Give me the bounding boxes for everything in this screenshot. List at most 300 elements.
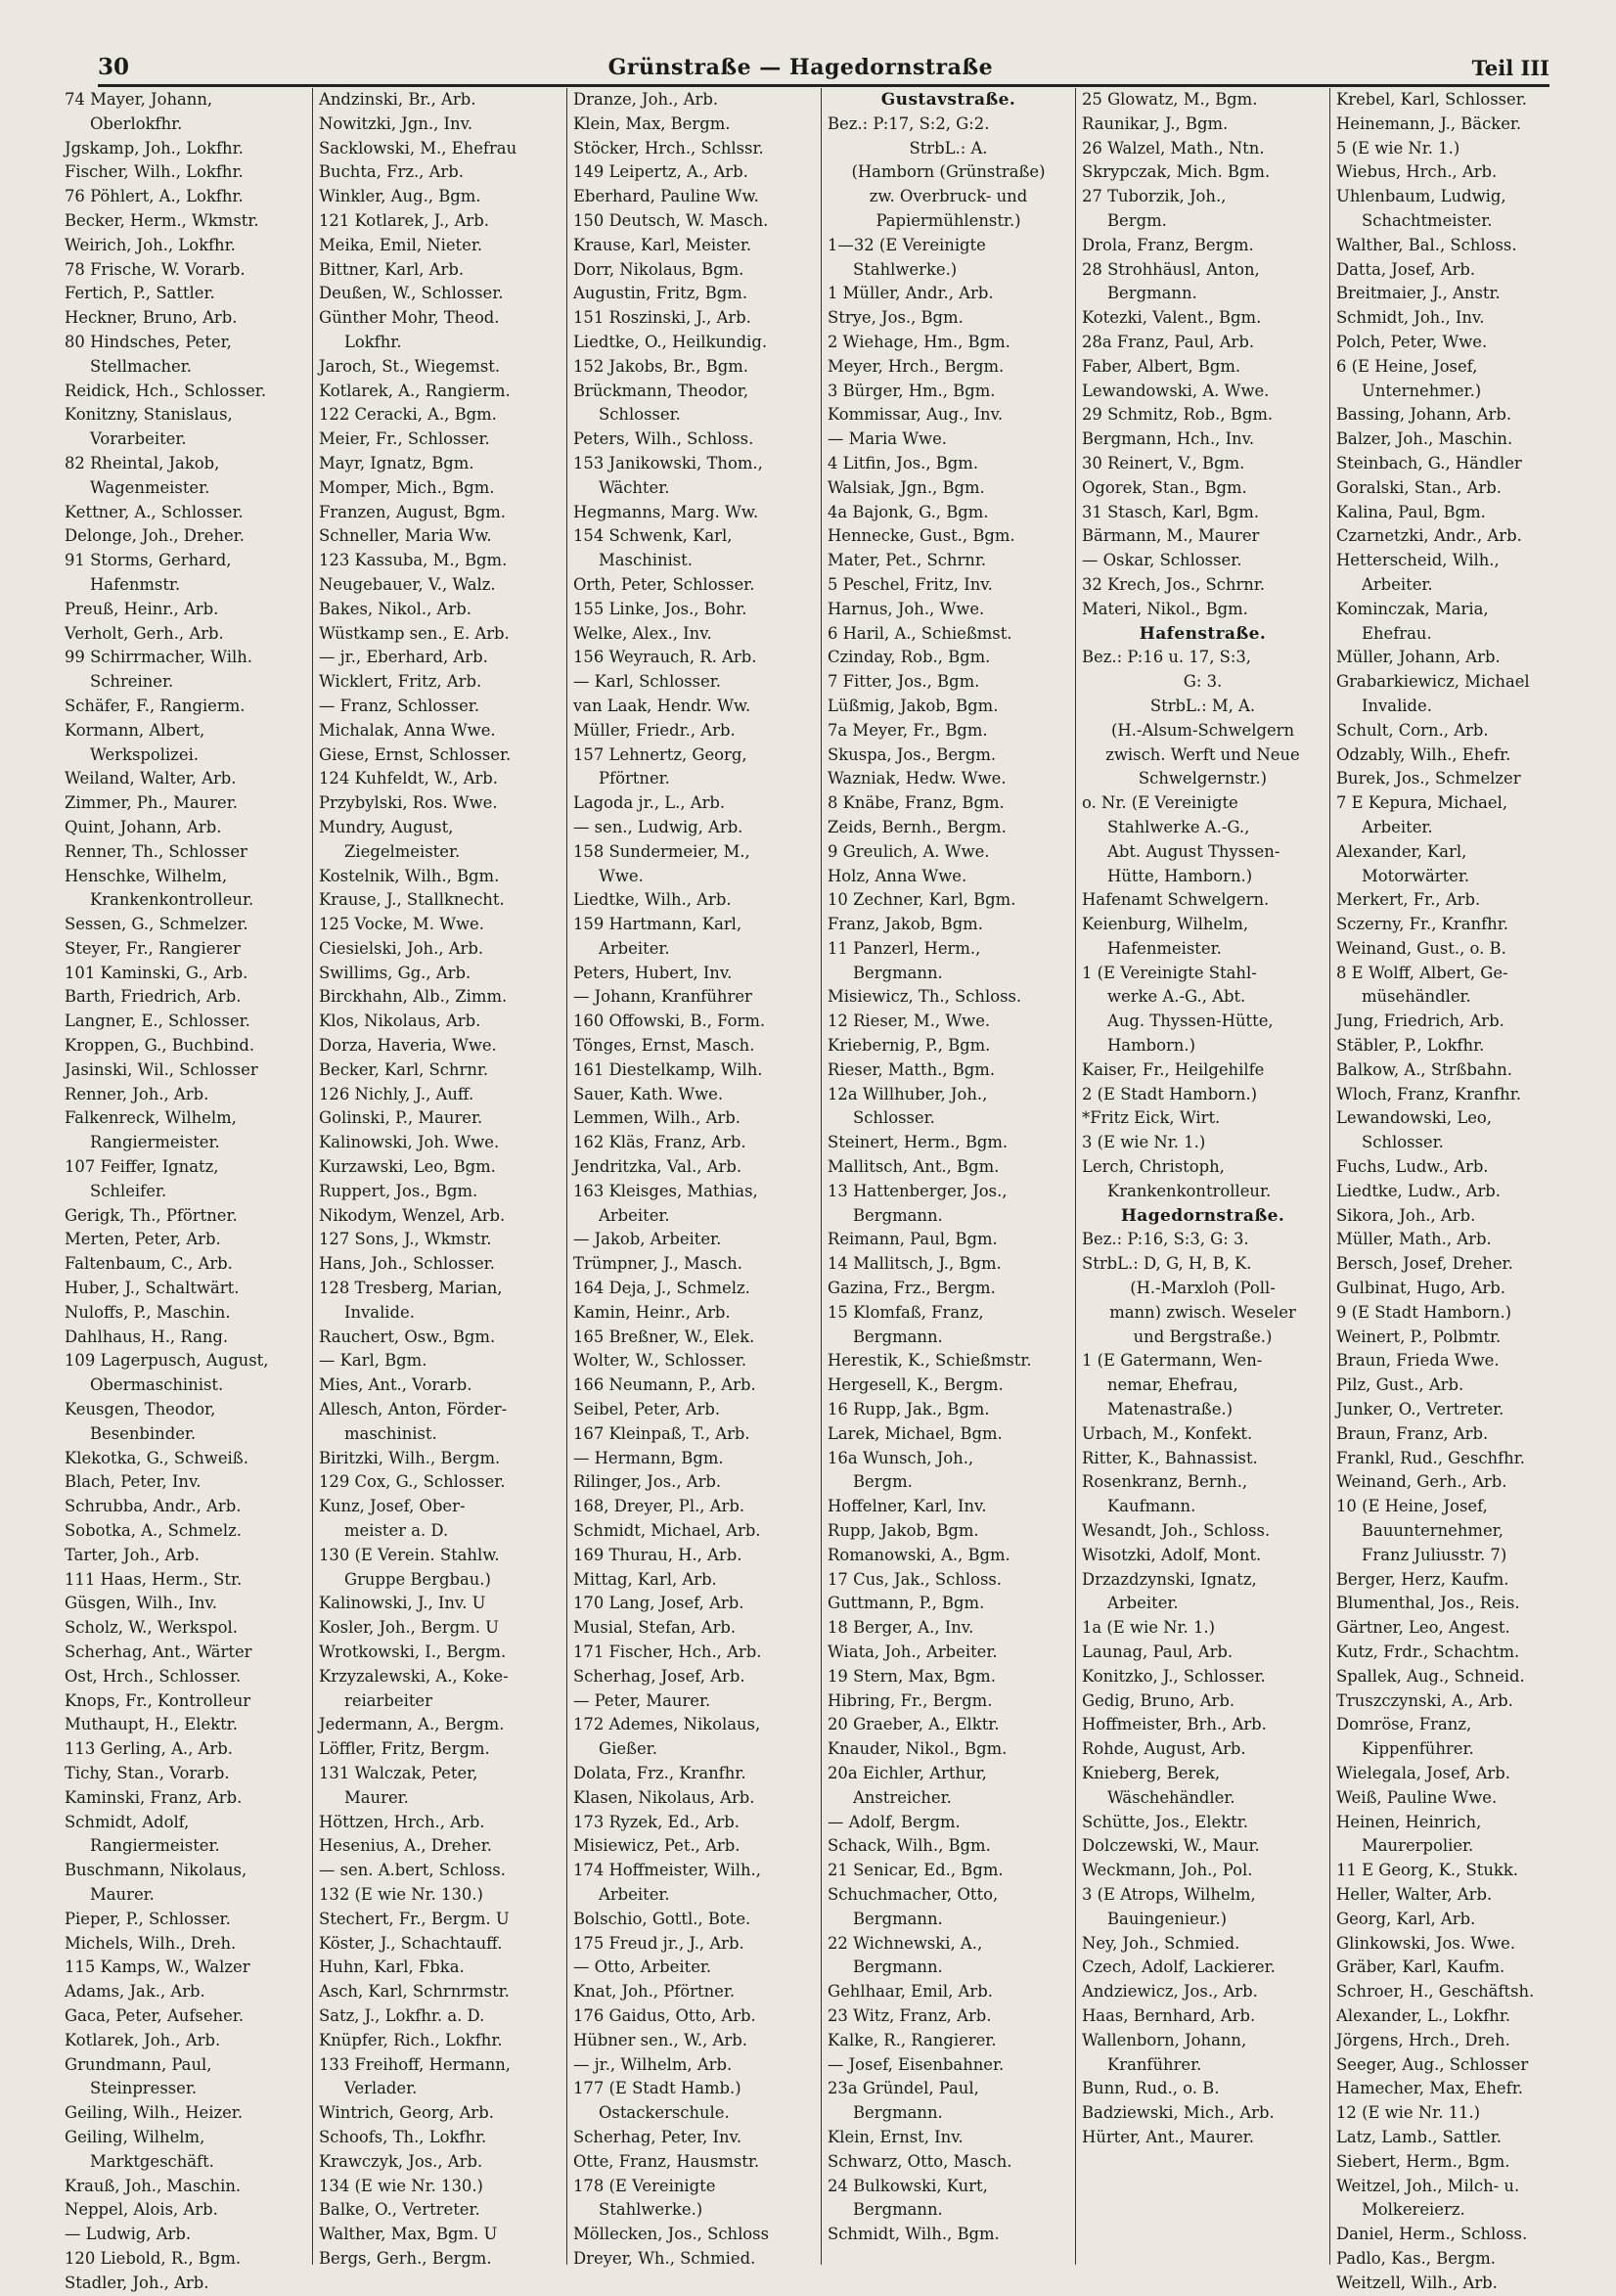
directory-entry: Verlader. [344, 2079, 418, 2098]
directory-entry: Ney, Joh., Schmied. [1082, 1933, 1240, 1953]
directory-entry: Geiling, Wilh., Heizer. [65, 2103, 244, 2123]
directory-entry: — Peter, Maurer. [573, 1690, 711, 1710]
directory-entry: Krauß, Joh., Maschin. [65, 2176, 242, 2195]
directory-entry: Datta, Josef, Arb. [1336, 259, 1476, 279]
directory-entry: Schult, Corn., Arb. [1336, 720, 1489, 740]
directory-entry: Muthaupt, H., Elektr. [65, 1715, 238, 1734]
directory-entry: Möllecken, Jos., Schloss [573, 2225, 770, 2244]
directory-entry: Sessen, G., Schmelzer. [65, 915, 248, 934]
directory-entry: Kalina, Paul, Bgm. [1336, 502, 1486, 521]
directory-entry: Alexander, L., Lokfhr. [1336, 2005, 1511, 2025]
directory-entry: Ritter, K., Bahnassist. [1082, 1448, 1258, 1467]
directory-entry: Keusgen, Theodor, [65, 1400, 216, 1419]
directory-entry: 131 Walczak, Peter, [319, 1763, 478, 1782]
directory-entry: Hürter, Ant., Maurer. [1082, 2127, 1254, 2146]
directory-entry: Scherhag, Ant., Wärter [65, 1643, 252, 1661]
column-5 [1076, 88, 1330, 2265]
directory-entry: Dahlhaus, H., Rang. [65, 1327, 229, 1346]
directory-entry: Schoofs, Th., Lokfhr. [319, 2127, 487, 2146]
directory-entry: Bauunternehmer, [1362, 1521, 1504, 1541]
directory-entry: Stahlwerke A.-G., [1107, 817, 1250, 836]
directory-entry: Glinkowski, Jos. Wwe. [1336, 1933, 1516, 1953]
directory-entry: Musial, Stefan, Arb. [573, 1618, 737, 1638]
directory-entry: Werkspolizei. [90, 744, 200, 764]
directory-entry: nemar, Ehefrau, [1107, 1375, 1238, 1395]
directory-entry: 26 Walzel, Math., Ntn. [1082, 138, 1265, 158]
directory-entry: 5 Peschel, Fritz, Inv. [828, 574, 993, 594]
directory-entry: 8 E Wolff, Albert, Ge- [1336, 963, 1508, 982]
directory-entry: Gruppe Bergbau.) [344, 1569, 491, 1589]
directory-entry: Wesandt, Joh., Schloss. [1082, 1521, 1271, 1541]
directory-entry: Gehlhaar, Emil, Arb. [828, 1982, 993, 2002]
directory-entry: Vorarbeiter. [90, 429, 187, 449]
directory-entry: Fuchs, Ludw., Arb. [1336, 1157, 1489, 1177]
directory-entry: 10 (E Heine, Josef, [1336, 1497, 1488, 1516]
column-1 [59, 88, 313, 2292]
directory-entry: Weinert, P., Polbmtr. [1336, 1327, 1502, 1346]
directory-entry: Schrubba, Andr., Arb. [65, 1497, 242, 1516]
directory-entry: 17 Cus, Jak., Schloss. [828, 1569, 1003, 1589]
directory-entry: Eberhard, Pauline Ww. [573, 187, 759, 206]
directory-entry: Gedig, Bruno, Arb. [1082, 1690, 1235, 1710]
directory-entry: — sen. A.bert, Schloss. [319, 1861, 506, 1880]
directory-entry: Gerigk, Th., Pförtner. [65, 1205, 238, 1225]
directory-entry: 16 Rupp, Jak., Bgm. [828, 1400, 990, 1419]
directory-entry: Heinen, Heinrich, [1336, 1812, 1482, 1831]
directory-entry: 11 E Georg, K., Stukk. [1336, 1861, 1518, 1880]
directory-entry: Hübner sen., W., Arb. [573, 2030, 747, 2049]
directory-entry: Langner, E., Schlosser. [65, 1012, 250, 1031]
directory-entry: Wiata, Joh., Arbeiter. [828, 1643, 998, 1661]
directory-entry: 19 Stern, Max, Bgm. [828, 1666, 996, 1686]
directory-entry: Bez.: P:16, S:3, G: 3. [1082, 1230, 1249, 1249]
directory-entry: Ciesielski, Joh., Arb. [319, 938, 484, 958]
directory-entry: Dranze, Joh., Arb. [573, 90, 719, 109]
directory-entry: 16a Wunsch, Joh., [828, 1448, 974, 1467]
street-heading: Hafenstraße. [1139, 623, 1267, 644]
directory-entry: Hamecher, Max, Ehefr. [1336, 2079, 1523, 2098]
directory-entry: 7 E Kepura, Michael, [1336, 793, 1508, 813]
directory-entry: Momper, Mich., Bgm. [319, 477, 495, 497]
directory-entry: (Hamborn (Grünstraße) [851, 162, 1046, 182]
directory-entry: Barth, Friedrich, Arb. [65, 987, 242, 1007]
directory-entry: Jasinski, Wil., Schlosser [65, 1059, 258, 1079]
directory-entry: Dolata, Frz., Kranfhr. [573, 1763, 746, 1782]
directory-entry: Weiland, Walter, Arb. [65, 769, 237, 788]
directory-entry: 152 Jakobs, Br., Bgm. [573, 356, 748, 376]
directory-entry: Wolter, W., Schlosser. [573, 1351, 747, 1371]
directory-entry: Andziewicz, Jos., Arb. [1082, 1982, 1258, 2002]
directory-entry: Konitzko, J., Schlosser. [1082, 1666, 1266, 1686]
directory-entry: Deußen, W., Schlosser. [319, 284, 504, 303]
directory-entry: Anstreicher. [853, 1787, 952, 1807]
directory-entry: — Karl, Bgm. [319, 1351, 427, 1371]
page-header [98, 41, 1549, 87]
directory-entry: Krawczyk, Jos., Arb. [319, 2151, 483, 2171]
directory-entry: 15 Klomfaß, Franz, [828, 1302, 984, 1322]
directory-entry: 101 Kaminski, G., Arb. [65, 963, 248, 982]
directory-entry: Kalinowski, J., Inv. U [319, 1594, 486, 1613]
directory-entry: Sauer, Kath. Wwe. [573, 1084, 724, 1103]
directory-entry: Lüßmig, Jakob, Bgm. [828, 696, 999, 715]
directory-entry: Drzazdzynski, Ignatz, [1082, 1569, 1257, 1589]
directory-entry: Kostelnik, Wilh., Bgm. [319, 866, 500, 885]
column-2 [313, 88, 567, 2268]
directory-entry: Huhn, Karl, Fbka. [319, 1958, 465, 1977]
directory-entry: Bergmann. [853, 1327, 943, 1346]
street-heading: Hagedornstraße. [1120, 1205, 1285, 1226]
directory-entry: Walsiak, Jgn., Bgm. [828, 477, 985, 497]
directory-entry: Hesenius, A., Dreher. [319, 1836, 492, 1856]
directory-entry: Harnus, Joh., Wwe. [828, 599, 985, 618]
directory-entry: Knauder, Nikol., Bgm. [828, 1739, 1008, 1759]
directory-entry: Bergmann. [853, 2103, 943, 2123]
directory-entry: Mittag, Karl, Arb. [573, 1569, 717, 1589]
directory-entry: Meyer, Hrch., Bergm. [828, 356, 1005, 376]
directory-entry: Weckmann, Joh., Pol. [1082, 1861, 1253, 1880]
directory-entry: Arbeiter. [599, 1884, 670, 1904]
directory-entry: Daniel, Herm., Schloss. [1336, 2225, 1528, 2244]
directory-entry: Liedtke, O., Heilkundig. [573, 332, 768, 351]
directory-entry: Kominczak, Maria, [1336, 599, 1489, 618]
directory-entry: Zimmer, Ph., Maurer. [65, 793, 238, 813]
directory-entry: Breitmaier, J., Anstr. [1336, 284, 1501, 303]
directory-entry: Kutz, Frdr., Schachtm. [1336, 1643, 1520, 1661]
directory-entry: (H.-Alsum-Schwelgern [1110, 720, 1295, 740]
directory-entry: Gärtner, Leo, Angest. [1336, 1618, 1510, 1638]
directory-entry: — jr., Eberhard, Arb. [319, 648, 488, 667]
directory-entry: 134 (E wie Nr. 130.) [319, 2176, 483, 2195]
directory-entry: Reimann, Paul, Bgm. [828, 1230, 998, 1249]
directory-entry: 12 Rieser, M., Wwe. [828, 1012, 991, 1031]
directory-entry: — Ludwig, Arb. [65, 2225, 192, 2244]
directory-entry: 178 (E Vereinigte [573, 2176, 716, 2195]
directory-entry: 161 Diestelkamp, Wilh. [573, 1059, 763, 1079]
directory-entry: 166 Neumann, P., Arb. [573, 1375, 756, 1395]
directory-entry: Padlo, Kas., Bergm. [1336, 2248, 1496, 2268]
directory-entry: Wüstkamp sen., E. Arb. [319, 623, 510, 643]
directory-entry: 30 Reinert, V., Bgm. [1082, 453, 1245, 473]
directory-entry: Schlosser. [1362, 1133, 1444, 1152]
directory-entry: Lemmen, Wilh., Arb. [573, 1108, 741, 1128]
directory-entry: Hibring, Fr., Bergm. [828, 1690, 993, 1710]
directory-entry: 91 Storms, Gerhard, [65, 551, 232, 570]
directory-entry: Guttmann, P., Bgm. [828, 1594, 985, 1613]
directory-entry: StrbL.: A. [909, 138, 988, 158]
directory-entry: Peters, Hubert, Inv. [573, 963, 733, 982]
directory-entry: Kriebernig, P., Bgm. [828, 1036, 991, 1056]
directory-entry: 28 Strohhäusl, Anton, [1082, 259, 1260, 279]
directory-entry: Jörgens, Hrch., Dreh. [1336, 2030, 1510, 2049]
directory-entry: Geiling, Wilhelm, [65, 2127, 205, 2146]
directory-entry: Renner, Th., Schlosser [65, 841, 247, 861]
directory-entry: Tichy, Stan., Vorarb. [65, 1763, 230, 1782]
directory-entry: 149 Leipertz, A., Arb. [573, 162, 748, 182]
directory-entry: 27 Tuborzik, Joh., [1082, 187, 1227, 206]
directory-entry: Krause, Karl, Meister. [573, 235, 752, 254]
directory-entry: 3 (E Atrops, Wilhelm, [1082, 1884, 1256, 1904]
directory-entry: Franzen, August, Bgm. [319, 502, 506, 521]
directory-entry: 1 Müller, Andr., Arb. [828, 284, 994, 303]
directory-entry: Merten, Peter, Arb. [65, 1230, 221, 1249]
directory-entry: Arbeiter. [599, 938, 670, 958]
directory-entry: Spallek, Aug., Schneid. [1336, 1666, 1525, 1686]
directory-entry: Wwe. [599, 866, 644, 885]
directory-entry: Krause, J., Stallknecht. [319, 890, 505, 910]
directory-entry: Krankenkontrolleur. [90, 890, 254, 910]
directory-entry: Junker, O., Vertreter. [1336, 1400, 1504, 1419]
directory-entry: Heinemann, J., Bäcker. [1336, 113, 1522, 133]
directory-entry: — Franz, Schlosser. [319, 696, 480, 715]
directory-entry: Grundmann, Paul, [65, 2054, 212, 2074]
directory-entry: Nowitzki, Jgn., Inv. [319, 113, 473, 133]
directory-entry: Drola, Franz, Bergm. [1082, 235, 1254, 254]
directory-entry: 1 (E Gatermann, Wen- [1082, 1351, 1263, 1371]
directory-entry: Henschke, Wilhelm, [65, 866, 228, 885]
directory-entry: Kalke, R., Rangierer. [828, 2030, 997, 2049]
directory-entry: 18 Berger, A., Inv. [828, 1618, 974, 1638]
directory-entry: Lokfhr. [344, 332, 402, 351]
directory-entry: 21 Senicar, Ed., Bgm. [828, 1861, 1004, 1880]
directory-entry: 157 Lehnertz, Georg, [573, 744, 747, 764]
directory-entry: Hafenmstr. [90, 574, 181, 594]
directory-entry: Schmidt, Michael, Arb. [573, 1521, 761, 1541]
directory-entry: Domröse, Franz, [1336, 1715, 1472, 1734]
directory-entry: Falkenreck, Wilhelm, [65, 1108, 237, 1128]
directory-entry: Kaminski, Franz, Arb. [65, 1787, 243, 1807]
directory-entry: und Bergstraße.) [1133, 1327, 1273, 1346]
directory-entry: Rosenkranz, Bernh., [1082, 1472, 1248, 1492]
directory-entry: Pilz, Gust., Arb. [1336, 1375, 1464, 1395]
directory-entry: Stahlwerke.) [599, 2200, 703, 2220]
directory-entry: Hütte, Hamborn.) [1107, 866, 1253, 885]
directory-entry: Ogorek, Stan., Bgm. [1082, 477, 1247, 497]
directory-entry: 12 (E wie Nr. 11.) [1336, 2103, 1481, 2123]
directory-entry: Gazina, Frz., Bergm. [828, 1279, 996, 1298]
directory-entry: 113 Gerling, A., Arb. [65, 1739, 233, 1759]
directory-entry: — Jakob, Arbeiter. [573, 1230, 722, 1249]
directory-entry: 172 Ademes, Nikolaus, [573, 1715, 761, 1734]
directory-entry: Weiß, Pauline Wwe. [1336, 1787, 1498, 1807]
directory-entry: Hergesell, K., Bergm. [828, 1375, 1004, 1395]
directory-entry: 80 Hindsches, Peter, [65, 332, 232, 351]
directory-entry: 133 Freihoff, Hermann, [319, 2054, 512, 2074]
directory-entry: Hafenamt Schwelgern. [1082, 890, 1270, 910]
directory-entry: 24 Bulkowski, Kurt, [828, 2176, 988, 2195]
directory-entry: 13 Hattenberger, Jos., [828, 1181, 1008, 1200]
directory-entry: 160 Offowski, B., Form. [573, 1012, 766, 1031]
directory-entry: Becker, Herm., Wkmstr. [65, 210, 259, 230]
directory-entry: — Otto, Arbeiter. [573, 1958, 712, 1977]
directory-entry: Reidick, Hch., Schlosser. [65, 381, 267, 400]
directory-entry: Krebel, Karl, Schlosser. [1336, 90, 1527, 109]
directory-entry: Blumenthal, Jos., Reis. [1336, 1594, 1520, 1613]
directory-entry: Bergs, Gerh., Bergm. [319, 2248, 492, 2268]
directory-entry: 99 Schirrmacher, Wilh. [65, 648, 252, 667]
directory-entry: Bergm. [853, 1472, 913, 1492]
directory-entry: Wagenmeister. [90, 477, 210, 497]
directory-entry: Fertich, P., Sattler. [65, 284, 215, 303]
directory-entry: 12a Willhuber, Joh., [828, 1084, 988, 1103]
directory-entry: Polch, Peter, Wwe. [1336, 332, 1488, 351]
directory-entry: Steinbach, G., Händler [1336, 453, 1522, 473]
directory-entry: Schleifer. [90, 1181, 167, 1200]
directory-entry: Höttzen, Hrch., Arb. [319, 1812, 485, 1831]
directory-entry: — Josef, Eisenbahner. [828, 2054, 1005, 2074]
directory-entry: 4 Litfin, Jos., Bgm. [828, 453, 979, 473]
directory-entry: Rilinger, Jos., Arb. [573, 1472, 722, 1492]
directory-entry: Schmidt, Adolf, [65, 1812, 190, 1831]
directory-entry: Weitzel, Joh., Milch- u. [1336, 2176, 1520, 2195]
directory-entry: Wloch, Franz, Kranfhr. [1336, 1084, 1521, 1103]
directory-entry: Rohde, August, Arb. [1082, 1739, 1246, 1759]
directory-entry: Steyer, Fr., Rangierer [65, 938, 241, 958]
directory-entry: Knieberg, Berek, [1082, 1763, 1221, 1782]
directory-entry: Dreyer, Wh., Schmied. [573, 2248, 756, 2268]
directory-entry: Golinski, P., Maurer. [319, 1108, 483, 1128]
directory-entry: 74 Mayer, Johann, [65, 90, 213, 109]
directory-entry: Konitzny, Stanislaus, [65, 405, 233, 425]
directory-entry: Bergm. [1107, 210, 1167, 230]
directory-entry: Krzyzalewski, A., Koke- [319, 1666, 509, 1686]
directory-entry: 109 Lagerpusch, August, [65, 1351, 269, 1371]
directory-entry: Steinert, Herm., Bgm. [828, 1133, 1009, 1152]
directory-entry: Schlosser. [599, 405, 681, 425]
directory-entry: Schachtmeister. [1362, 210, 1493, 230]
directory-entry: Kotezki, Valent., Bgm. [1082, 308, 1262, 328]
directory-entry: 6 Haril, A., Schießmst. [828, 623, 1012, 643]
directory-entry: 20a Eichler, Arthur, [828, 1763, 987, 1782]
directory-entry: zw. Overbruck- und [869, 187, 1028, 206]
directory-entry: meister a. D. [344, 1521, 449, 1541]
directory-entry: Invalide. [344, 1302, 415, 1322]
directory-entry: 28a Franz, Paul, Arb. [1082, 332, 1255, 351]
directory-entry: Braun, Franz, Arb. [1336, 1423, 1489, 1443]
directory-entry: Schütte, Jos., Elektr. [1082, 1812, 1248, 1831]
directory-entry: Balkow, A., Strßbahn. [1336, 1059, 1513, 1079]
directory-entry: StrbL.: M, A. [1149, 696, 1256, 715]
directory-entry: Schmidt, Wilh., Bgm. [828, 2225, 1000, 2244]
directory-entry: Balzer, Joh., Maschin. [1336, 429, 1513, 449]
directory-entry: Balke, O., Vertreter. [319, 2200, 480, 2220]
directory-entry: Schäfer, F., Rangierm. [65, 696, 246, 715]
directory-entry: — jr., Wilhelm, Arb. [573, 2054, 733, 2074]
directory-entry: Zeids, Bernh., Bergm. [828, 817, 1007, 836]
directory-entry: Czinday, Rob., Bgm. [828, 648, 991, 667]
directory-entry: Faber, Albert, Bgm. [1082, 356, 1241, 376]
column-3 [567, 88, 822, 2268]
directory-entry: — Oskar, Schlosser. [1082, 551, 1242, 570]
directory-entry: Biritzki, Wilh., Bergm. [319, 1448, 501, 1467]
directory-entry: Klein, Max, Bergm. [573, 113, 731, 133]
directory-entry: Kamin, Heinr., Arb. [573, 1302, 731, 1322]
directory-entry: 2 (E Stadt Hamborn.) [1082, 1084, 1258, 1103]
directory-entry: Unternehmer.) [1362, 381, 1482, 400]
directory-entry: 32 Krech, Jos., Schrnr. [1082, 574, 1266, 594]
directory-entry: Meika, Emil, Nieter. [319, 235, 483, 254]
directory-entry: Klekotka, G., Schweiß. [65, 1448, 248, 1467]
directory-entry: Tönges, Ernst, Masch. [573, 1036, 755, 1056]
directory-entry: Blach, Peter, Inv. [65, 1472, 202, 1492]
directory-entry: Pieper, P., Schlosser. [65, 1909, 231, 1928]
directory-entry: 127 Sons, J., Wkmstr. [319, 1230, 492, 1249]
directory-entry: Klein, Ernst, Inv. [828, 2127, 964, 2146]
directory-entry: Peters, Wilh., Schloss. [573, 429, 754, 449]
directory-entry: Jaroch, St., Wiegemst. [319, 356, 501, 376]
directory-entry: Lewandowski, Leo, [1336, 1108, 1493, 1128]
directory-entry: Materi, Nikol., Bgm. [1082, 599, 1248, 618]
directory-entry: Kranführer. [1107, 2054, 1202, 2074]
directory-entry: Motorwärter. [1362, 866, 1470, 885]
directory-entry: 120 Liebold, R., Bgm. [65, 2248, 242, 2268]
directory-entry: 175 Freud jr., J., Arb. [573, 1933, 744, 1953]
directory-entry: Swillims, Gg., Arb. [319, 963, 471, 982]
directory-entry: Krankenkontrolleur. [1107, 1181, 1272, 1200]
directory-entry: Buschmann, Nikolaus, [65, 1861, 247, 1880]
directory-entry: Stechert, Fr., Bergm. U [319, 1909, 510, 1928]
directory-entry: 171 Fischer, Hch., Arb. [573, 1643, 762, 1661]
directory-entry: Scherhag, Josef, Arb. [573, 1666, 745, 1686]
directory-entry: 23a Gründel, Paul, [828, 2079, 979, 2098]
directory-entry: — Karl, Schlosser. [573, 672, 721, 692]
directory-entry: Müller, Johann, Arb. [1336, 648, 1501, 667]
directory-entry: Kroppen, G., Buchbind. [65, 1036, 255, 1056]
directory-entry: Tarter, Joh., Arb. [65, 1545, 201, 1564]
directory-entry: 173 Ryzek, Ed., Arb. [573, 1812, 740, 1831]
directory-entry: Allesch, Anton, Förder- [319, 1400, 508, 1419]
directory-entry: Gräber, Karl, Kaufm. [1336, 1958, 1505, 1977]
directory-entry: Heckner, Bruno, Arb. [65, 308, 238, 328]
directory-entry: 9 Greulich, A. Wwe. [828, 841, 990, 861]
directory-entry: Schwelgernstr.) [1138, 769, 1268, 788]
directory-entry: 162 Kläs, Franz, Arb. [573, 1133, 746, 1152]
directory-entry: zwisch. Werft und Neue [1105, 744, 1300, 764]
directory-entry: werke A.-G., Abt. [1107, 987, 1246, 1007]
directory-entry: Schuchmacher, Otto, [828, 1884, 999, 1904]
directory-entry: Weinand, Gust., o. B. [1336, 938, 1506, 958]
directory-entry: Frankl, Rud., Geschfhr. [1336, 1448, 1525, 1467]
directory-entry: Satz, J., Lokfhr. a. D. [319, 2005, 485, 2025]
directory-entry: StrbL.: D, G, H, B, K. [1082, 1254, 1252, 1274]
directory-entry: Stellmacher. [90, 356, 192, 376]
directory-entry: Raunikar, J., Bgm. [1082, 113, 1229, 133]
directory-entry: Hegmanns, Marg. Ww. [573, 502, 759, 521]
directory-entry: Merkert, Fr., Arb. [1336, 890, 1481, 910]
directory-entry: Liedtke, Wilh., Arb. [573, 890, 732, 910]
directory-entry: Bittner, Karl, Arb. [319, 259, 465, 279]
directory-entry: Franz, Jakob, Bgm. [828, 915, 983, 934]
directory-entry: 130 (E Verein. Stahlw. [319, 1545, 500, 1564]
directory-entry: Maschinist. [599, 551, 693, 570]
directory-entry: Strye, Jos., Bgm. [828, 308, 964, 328]
directory-entry: Neppel, Alois, Arb. [65, 2200, 218, 2220]
directory-entry: 22 Wichnewski, A., [828, 1933, 983, 1953]
directory-entry: Matenastraße.) [1107, 1400, 1234, 1419]
directory-entry: 4a Bajonk, G., Bgm. [828, 502, 989, 521]
directory-entry: 76 Pöhlert, A., Lokfhr. [65, 187, 244, 206]
directory-entry: Klasen, Nikolaus, Arb. [573, 1787, 755, 1807]
directory-entry: Kommissar, Aug., Inv. [828, 405, 1004, 425]
directory-entry: 23 Witz, Franz, Arb. [828, 2005, 992, 2025]
directory-entry: 7a Meyer, Fr., Bgm. [828, 720, 988, 740]
directory-entry: maschinist. [344, 1423, 437, 1443]
directory-entry: 128 Tresberg, Marian, [319, 1279, 503, 1298]
directory-entry: Nikodym, Wenzel, Arb. [319, 1205, 506, 1225]
directory-entry: Abt. August Thyssen- [1107, 841, 1280, 861]
directory-entry: Bergmann, Hch., Inv. [1082, 429, 1255, 449]
directory-entry: Misiewicz, Pet., Arb. [573, 1836, 741, 1856]
directory-entry: Maurer. [90, 1884, 155, 1904]
